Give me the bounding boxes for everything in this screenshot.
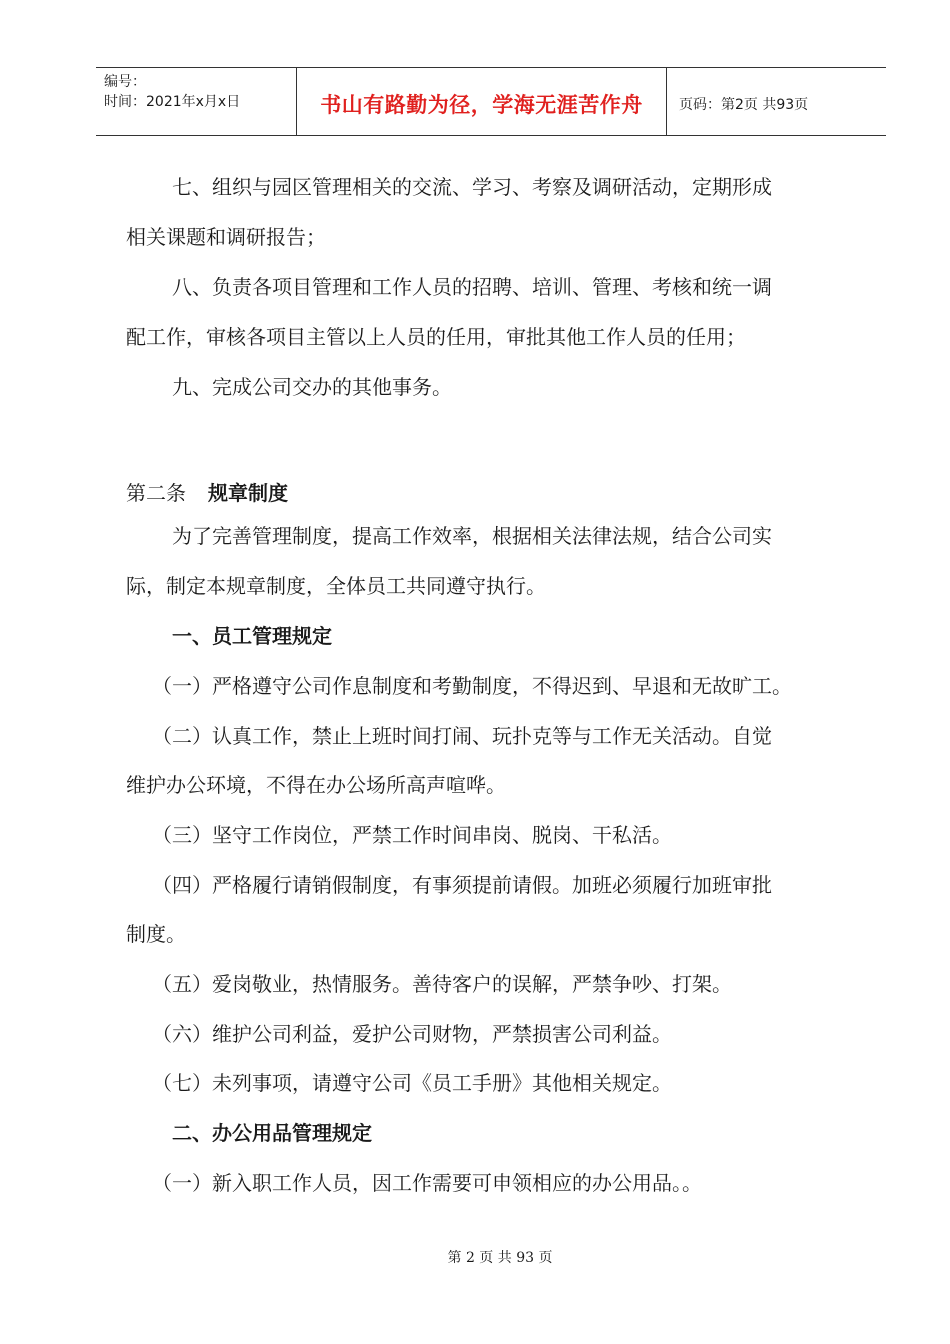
article-heading <box>126 477 288 506</box>
s1-item-6: （六）维护公司利益，爱护公司财物，严禁损害公司利益。 <box>152 1022 672 1046</box>
document-header <box>96 67 886 136</box>
page-footer: 第 2 页 共 93 页 <box>447 1250 553 1266</box>
header-page-cell <box>667 68 886 135</box>
paragraph-item-8-line1: 八、负责各项目管理和工作人员的招聘、培训、管理、考核和统一调 <box>172 275 772 299</box>
s1-item-4-line1: （四）严格履行请销假制度，有事须提前请假。加班必须履行加班审批 <box>152 873 772 897</box>
intro-line2: 际，制定本规章制度，全体员工共同遵守执行。 <box>126 574 546 598</box>
paragraph-item-9: 九、完成公司交办的其他事务。 <box>172 375 452 399</box>
article-title: 规章制度 <box>208 481 288 505</box>
section-1-title: 一、员工管理规定 <box>172 624 332 648</box>
s1-item-2-line1: （二）认真工作，禁止上班时间打闹、玩扑克等与工作无关活动。自觉 <box>152 724 772 748</box>
header-motto-cell <box>297 68 667 135</box>
s1-item-1: （一）严格遵守公司作息制度和考勤制度，不得迟到、早退和无故旷工。 <box>152 674 792 698</box>
s1-item-7: （七）未列事项，请遵守公司《员工手册》其他相关规定。 <box>152 1071 672 1095</box>
motto-text: 书山有路勤为径，学海无涯苦作舟 <box>320 92 643 117</box>
page-code: 页码：第2页 共93页 <box>679 96 809 113</box>
s2-item-1: （一）新入职工作人员，因工作需要可申领相应的办公用品。。 <box>152 1171 702 1195</box>
intro-line1: 为了完善管理制度，提高工作效率，根据相关法律法规，结合公司实 <box>172 524 772 548</box>
paragraph-item-7-line2: 相关课题和调研报告； <box>126 225 326 249</box>
paragraph-item-7-line1: 七、组织与园区管理相关的交流、学习、考察及调研活动，定期形成 <box>172 175 772 199</box>
header-meta-cell <box>96 68 297 135</box>
paragraph-item-8-line2: 配工作，审核各项目主管以上人员的任用，审批其他工作人员的任用； <box>126 325 746 349</box>
section-2-title: 二、办公用品管理规定 <box>172 1121 372 1145</box>
s1-item-4-line2: 制度。 <box>126 922 186 946</box>
number-label: 编号： <box>104 74 146 90</box>
s1-item-2-line2: 维护办公环境，不得在办公场所高声喧哗。 <box>126 773 506 797</box>
article-number: 第二条 <box>126 481 186 505</box>
s1-item-5: （五）爱岗敬业，热情服务。善待客户的误解，严禁争吵、打架。 <box>152 972 732 996</box>
time-label: 时间：2021年x月x日 <box>104 94 241 110</box>
s1-item-3: （三）坚守工作岗位，严禁工作时间串岗、脱岗、干私活。 <box>152 823 672 847</box>
